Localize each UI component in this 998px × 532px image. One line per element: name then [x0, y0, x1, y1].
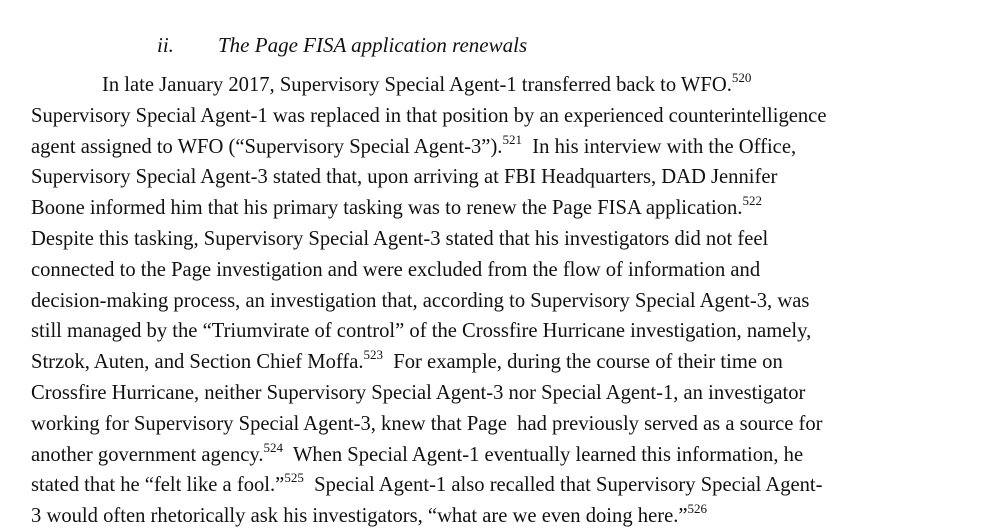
text-segment: connected to the Page investigation and were excluded from the flow of information and: [31, 258, 761, 281]
paragraph-line: [31, 440, 991, 471]
footnote-reference: 522: [742, 193, 762, 209]
paragraph-line: [31, 316, 991, 347]
paragraph-line: [31, 255, 991, 286]
text-segment: In late January 2017, Supervisory Special Agent-1 transferred back to WFO.: [102, 74, 732, 96]
paragraph-line: [31, 224, 991, 255]
section-heading: [0, 30, 998, 60]
text-segment: Special Agent-1 also recalled that Supervisory Special Agent-: [303, 474, 823, 497]
text-segment: When Special Agent-1 eventually learned this information, he: [283, 443, 804, 466]
text-segment: working for Supervisory Special Agent-3, knew that Page had previously served as a source for: [31, 412, 823, 435]
paragraph-line: [31, 132, 991, 163]
text-segment: decision-making process, an investigation that, according to Supervisory Special Agent-3, was: [31, 289, 810, 312]
paragraph-line: [31, 470, 991, 501]
section-number: ii.: [157, 33, 174, 57]
footnote-reference: 523: [363, 347, 383, 363]
text-segment: another government agency.: [31, 443, 264, 466]
paragraph-line: [31, 286, 991, 317]
text-segment: Strzok, Auten, and Section Chief Moffa.: [31, 351, 364, 374]
footnote-reference: 520: [731, 70, 752, 85]
text-segment: Boone informed him that his primary tasking was to renew the Page FISA application.: [31, 197, 743, 220]
paragraph-line: [31, 501, 991, 532]
footnote-reference: 526: [687, 501, 707, 517]
paragraph-line: [31, 409, 991, 440]
body-paragraph: [31, 70, 991, 532]
text-segment: For example, during the course of their time on: [383, 351, 783, 374]
text-segment: still managed by the “Triumvirate of control” of the Crossfire Hurricane investigation, namely,: [31, 320, 812, 343]
paragraph-line: [31, 70, 991, 101]
text-segment: stated that he “felt like a fool.”: [31, 474, 285, 497]
footnote-reference: 521: [502, 131, 522, 147]
text-segment: Despite this tasking, Supervisory Special Agent-3 stated that his investigators did not feel: [31, 227, 769, 250]
text-segment: agent assigned to WFO (“Supervisory Special Agent-3”).: [31, 135, 503, 158]
footnote-reference: 525: [284, 470, 304, 486]
paragraph-line: [31, 347, 991, 378]
section-title: The Page FISA application renewals: [218, 33, 528, 57]
text-segment: 3 would often rhetorically ask his investigators, “what are we even doing here.”: [31, 505, 688, 528]
paragraph-line: [31, 162, 991, 193]
paragraph-line: [31, 193, 991, 224]
paragraph-line: [31, 101, 991, 132]
paragraph-line: [31, 378, 991, 409]
footnote-reference: 524: [263, 439, 284, 455]
text-segment: In his interview with the Office,: [521, 135, 797, 158]
text-segment: Supervisory Special Agent-3 stated that, upon arriving at FBI Headquarters, DAD Jennifer: [31, 166, 778, 189]
text-segment: Crossfire Hurricane, neither Supervisory Special Agent-3 nor Special Agent-1, an investigator: [31, 381, 806, 404]
text-segment: Supervisory Special Agent-1 was replaced in that position by an experienced counterintelligence: [31, 104, 827, 127]
